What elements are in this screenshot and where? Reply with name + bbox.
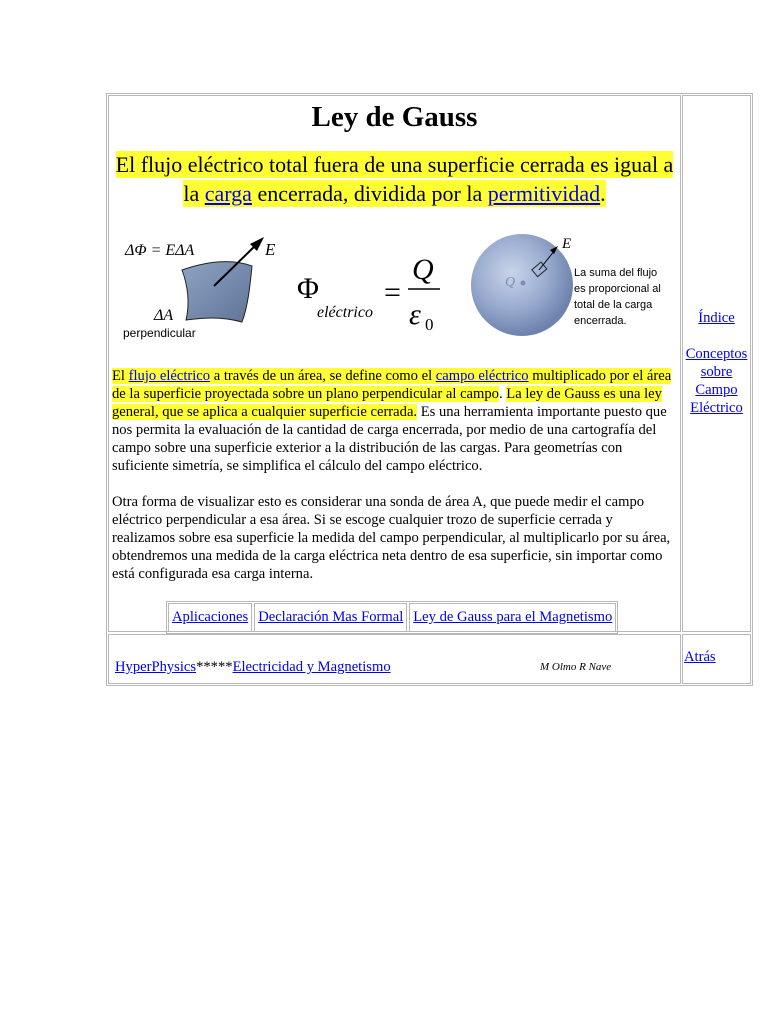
equals-sign: = [384, 276, 401, 309]
hyperphysics-link[interactable]: HyperPhysics [115, 659, 197, 675]
electricidad-magnetismo-link[interactable]: Electricidad y Magnetismo [232, 659, 391, 675]
para1-text-1: El [112, 368, 129, 384]
para1-text-6: Es una herramienta importante puesto que nos permita la evaluación de la cantidad de carga encerrada, por medio de una cartografía del campo sobre una superficie exterior a la distribución de las cargas. Para geometrías con suficiente simetría, se simplifica el cálculo del campo eléctrico. [112, 404, 667, 474]
surface-patch [182, 262, 252, 322]
conceptos-line-3: Campo [695, 382, 738, 398]
charge-q: Q [412, 253, 434, 286]
link-cell-magnetismo [409, 603, 616, 632]
sphere-e-label: E [562, 236, 572, 252]
phi-subscript: eléctrico [317, 304, 373, 321]
subtitle-statement [111, 150, 678, 208]
field-e-label: E [265, 240, 276, 259]
subtitle-highlight [116, 151, 674, 207]
probe-explanation-paragraph: Otra forma de visualizar esto es considerar una sonda de área A, que puede medir el campo eléctrico perpendicular a esa área. Si se escoge cualquier trozo de superficie cerrada y realizamos sobre esa superficie la medida del campo perpendicular, al multiplicarlo por su área, obtendremos una medida de la carga eléctrica neta dentro de esa superficie, sin importar como está configurada esa carga interna. [112, 494, 671, 582]
para1-highlight-b: La ley de Gauss es una ley general, que se aplica a cualquier superficie cerrada. [112, 386, 662, 420]
page-title: Ley de Gauss [311, 101, 478, 133]
sphere-note-line-3: total de la carga [574, 299, 653, 311]
indice-link[interactable]: Índice [698, 310, 735, 326]
flujo-electrico-link[interactable]: flujo eléctrico [128, 368, 211, 384]
enclosed-charge-label: Q [505, 275, 516, 290]
gauss-law-figure [110, 224, 680, 354]
permitividad-link[interactable]: permitividad [487, 181, 601, 206]
declaracion-formal-link[interactable]: Declaración Mas Formal [258, 609, 404, 625]
footer-separator: ***** [196, 659, 233, 675]
perpendicular-label: perpendicular [123, 326, 196, 340]
conceptos-link[interactable] [682, 345, 751, 417]
link-cell-declaracion [254, 603, 407, 632]
epsilon-symbol: ε [409, 298, 421, 331]
related-links-table [166, 601, 618, 634]
epsilon-subscript: 0 [425, 315, 434, 334]
gauss-magnetismo-link[interactable]: Ley de Gauss para el Magnetismo [413, 609, 613, 625]
conceptos-line-4: Eléctrico [690, 400, 743, 416]
charge-dot [521, 281, 526, 286]
aplicaciones-link[interactable]: Aplicaciones [172, 609, 249, 625]
phi-symbol: Φ [297, 272, 319, 305]
carga-link[interactable]: carga [204, 181, 252, 206]
nav-spacer [682, 327, 751, 345]
sphere-note-line-4: encerrada. [574, 315, 627, 327]
para1-text-4: . [498, 386, 507, 402]
subtitle-text-2: encerrada, dividida por la [251, 181, 488, 206]
sphere-note-line-1: La suma del flujo [574, 267, 658, 279]
link-cell-aplicaciones [168, 603, 252, 632]
para1-text-3: multiplicado por el área de la superficie proyectada sobre un plano perpendicular al campo [112, 368, 672, 402]
subtitle-text-3: . [600, 181, 606, 206]
conceptos-line-2: sobre [700, 364, 733, 380]
flux-element-equation: ΔΦ = EΔA [125, 242, 195, 259]
subtitle-text-1: El flujo eléctrico total fuera de una superficie cerrada es igual a la [115, 152, 674, 206]
back-link[interactable]: Atrás [684, 649, 716, 665]
sphere-note-line-2: es proporcional al [574, 283, 661, 295]
delta-a-label: ΔA [154, 307, 174, 324]
campo-electrico-link[interactable]: campo eléctrico [435, 368, 529, 384]
conceptos-line-1: Conceptos [685, 346, 748, 362]
side-navigation [682, 309, 751, 417]
author-credit: M Olmo R Nave [540, 661, 612, 673]
footer-breadcrumb [115, 658, 391, 676]
para1-text-2: a través de un área, se define como el [210, 368, 436, 384]
flux-definition-paragraph [112, 367, 678, 475]
